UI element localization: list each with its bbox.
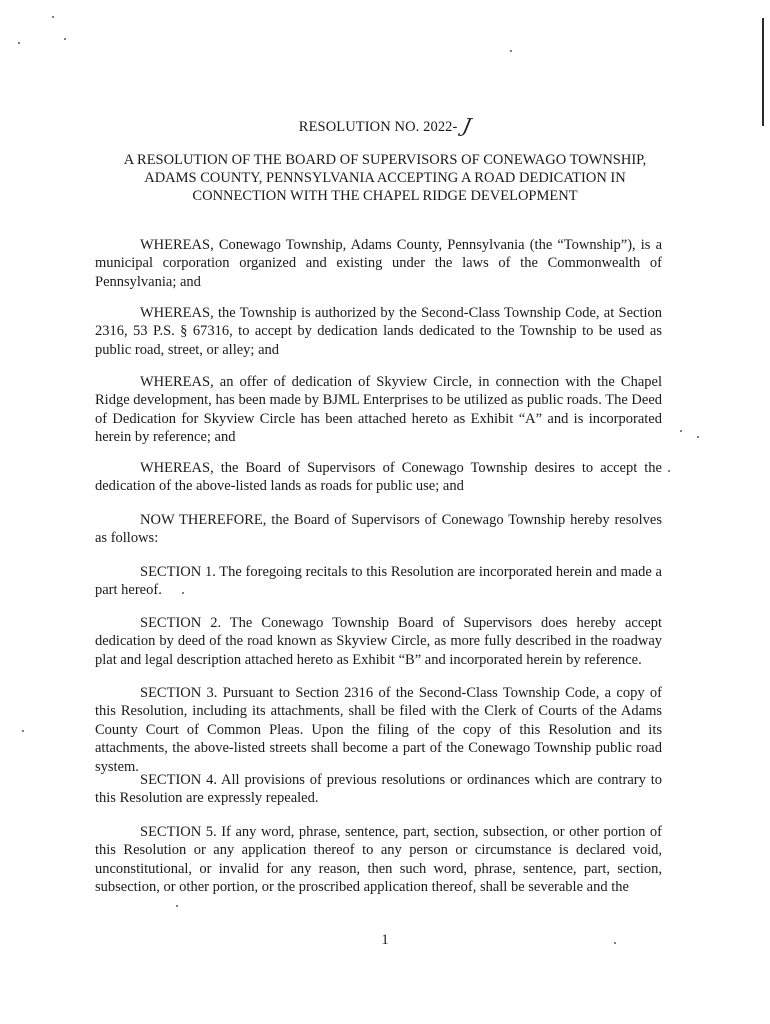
scan-speck: [64, 38, 66, 40]
scan-speck: [668, 470, 670, 472]
whereas-paragraph-1: WHEREAS, Conewago Township, Adams County, Pennsylvania (the “Township”), is a municipal corporation organized and existing under the laws of the Commonwealth of Pennsylvania; and: [95, 237, 662, 290]
resolution-number-text: RESOLUTION NO. 2022-: [298, 119, 458, 135]
scan-speck: [697, 436, 699, 438]
section-4-paragraph: SECTION 4. All provisions of previous resolutions or ordinances which are contrary to this Resolution are expressly repealed.: [95, 772, 662, 807]
title-line: CONNECTION WITH THE CHAPEL RIDGE DEVELOPMENT: [192, 188, 578, 204]
handwritten-number: J: [461, 115, 474, 137]
page-number: 1: [381, 932, 389, 948]
whereas-paragraph-3: WHEREAS, an offer of dedication of Skyview Circle, in connection with the Chapel Ridge development, has been made by BJML Enterprises to be utilized as public roads. The Deed of Dedication for Skyview Circle has been attached hereto as Exhibit “A” and is incorporated herein by reference; and: [95, 374, 662, 446]
scan-speck: [18, 42, 20, 44]
title-line: A RESOLUTION OF THE BOARD OF SUPERVISORS OF CONEWAGO TOWNSHIP,: [123, 152, 647, 168]
resolution-title: [90, 151, 680, 205]
scan-speck: [176, 905, 178, 907]
scan-speck: [52, 16, 54, 18]
scan-speck: [510, 50, 512, 52]
whereas-paragraph-2: WHEREAS, the Township is authorized by the Second-Class Township Code, at Section 2316, 53 P.S. § 67316, to accept by dedication lands dedicated to the Township to be used as public road, street, or alley; and: [95, 305, 662, 358]
section-2-paragraph: SECTION 2. The Conewago Township Board of Supervisors does hereby accept dedication by deed of the road known as Skyview Circle, as more fully described in the roadway plat and legal description attached hereto as Exhibit “B” and incorporated herein by reference.: [95, 615, 662, 668]
scan-edge-rule: [762, 18, 764, 126]
section-5-paragraph: SECTION 5. If any word, phrase, sentence, part, section, subsection, or other portion of this Resolution or any application thereof to any person or circumstance is declared void, unconstitutional, or invalid for any reason, then such word, phrase, sentence, part, section, subsection, or other portion, or the proscribed application thereof, shall be severable and the: [95, 824, 662, 896]
scan-speck: [680, 430, 682, 432]
section-3-paragraph: SECTION 3. Pursuant to Section 2316 of the Second-Class Township Code, a copy of this Resolution, including its attachments, shall be filed with the Clerk of Courts of the Adams County Court of Common Pleas. Upon the filing of the copy of this Resolution and its attachments, the above-listed streets shall become a part of the Conewago Township public road system.: [95, 685, 662, 775]
section-1-paragraph: SECTION 1. The foregoing recitals to this Resolution are incorporated herein and made a part hereof.: [95, 564, 662, 599]
whereas-paragraph-4: WHEREAS, the Board of Supervisors of Conewago Township desires to accept the dedication of the above-listed lands as roads for public use; and: [95, 460, 662, 495]
scan-speck: [22, 730, 24, 732]
resolution-number: [0, 114, 770, 136]
resolves-paragraph: NOW THEREFORE, the Board of Supervisors of Conewago Township hereby resolves as follows:: [95, 512, 662, 547]
title-line: ADAMS COUNTY, PENNSYLVANIA ACCEPTING A ROAD DEDICATION IN: [144, 170, 626, 186]
